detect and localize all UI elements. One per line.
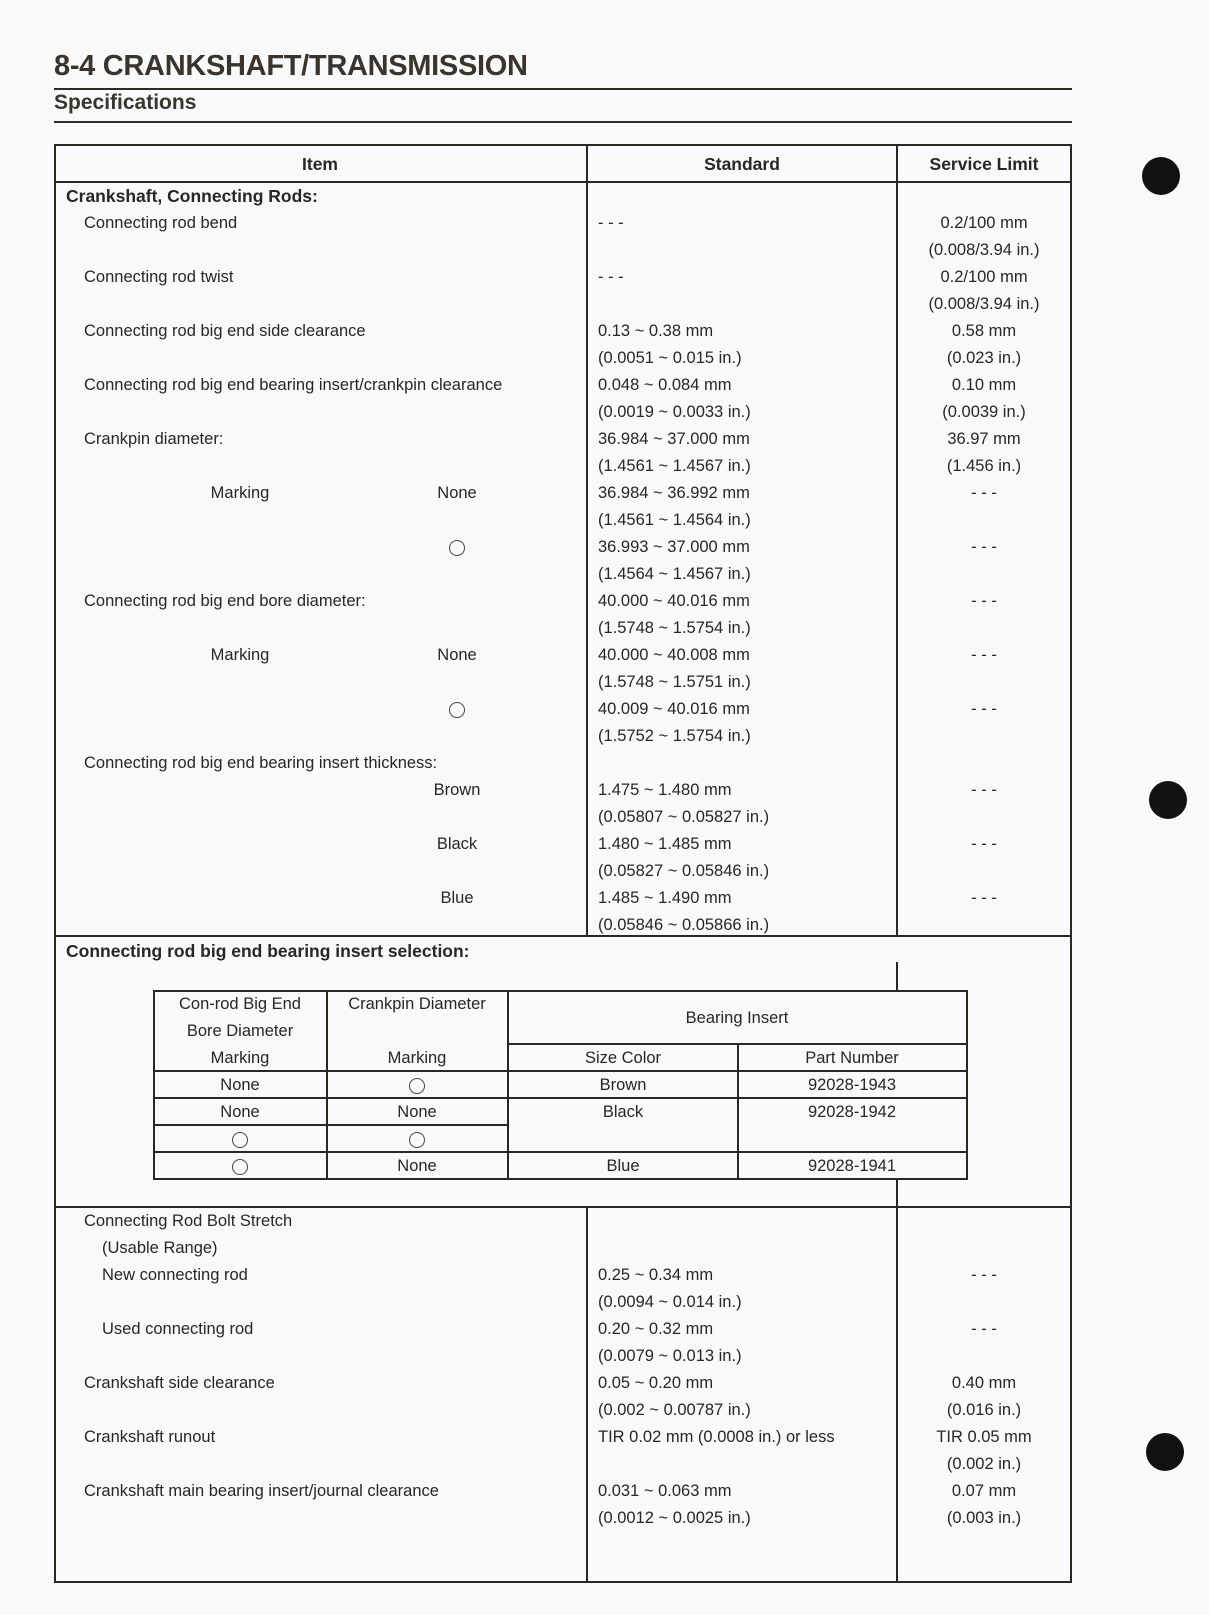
spec-standard-inch: (1.4561 ~ 1.4567 in.) <box>598 457 751 475</box>
selection-size-color: Blue <box>606 1157 640 1175</box>
selection-header-crankpin: Marking <box>387 1049 447 1067</box>
column-header-service-limit: Service Limit <box>929 154 1039 174</box>
spec-standard-inch: (0.0094 ~ 0.014 in.) <box>598 1293 742 1311</box>
spec-limit: - - - <box>971 484 997 502</box>
column-divider <box>586 1206 588 1582</box>
spec-limit: 0.2/100 mm <box>940 214 1028 232</box>
circle-marking-icon <box>449 540 465 556</box>
spec-standard: 40.000 ~ 40.008 mm <box>598 646 750 664</box>
circle-marking-icon <box>449 702 465 718</box>
selection-header-bore: Bore Diameter <box>186 1022 294 1040</box>
spec-standard-inch: (1.5748 ~ 1.5754 in.) <box>598 619 751 637</box>
table-border-left <box>54 144 56 1583</box>
selection-header-bearing-insert: Bearing Insert <box>685 1009 789 1027</box>
section-heading: Crankshaft, Connecting Rods: <box>66 186 318 206</box>
table-border-bottom <box>54 1581 1072 1583</box>
spec-limit: 0.58 mm <box>951 322 1017 340</box>
selection-header-bore: Marking <box>210 1049 270 1067</box>
spec-limit: - - - <box>971 1266 997 1284</box>
circle-marking-icon <box>409 1078 425 1094</box>
spec-limit-inch: (0.003 in.) <box>946 1509 1022 1527</box>
spec-standard: 1.475 ~ 1.480 mm <box>598 781 732 799</box>
circle-marking-icon <box>409 1132 425 1148</box>
spec-item: Crankshaft side clearance <box>84 1374 275 1392</box>
grid-line <box>153 1151 968 1153</box>
spec-limit: - - - <box>971 781 997 799</box>
spec-item: Connecting rod bend <box>84 214 238 232</box>
spec-limit: 0.2/100 mm <box>940 268 1028 286</box>
spec-limit-inch: (0.008/3.94 in.) <box>928 295 1040 313</box>
spec-item: Crankshaft runout <box>84 1428 216 1446</box>
grid-line <box>153 1070 968 1072</box>
marking-value: None <box>437 646 477 664</box>
grid-line <box>153 990 968 992</box>
marking-value: None <box>437 484 477 502</box>
selection-header-part-number: Part Number <box>805 1049 899 1067</box>
table-border-right <box>1070 144 1072 1583</box>
grid-line <box>153 1178 968 1180</box>
subtitle-rule <box>54 121 1072 123</box>
selection-crankpin-marking: None <box>397 1103 437 1121</box>
column-divider <box>586 144 588 936</box>
spec-standard-inch: (0.0079 ~ 0.013 in.) <box>598 1347 742 1365</box>
selection-size-color: Black <box>602 1103 644 1121</box>
spec-standard: 0.05 ~ 0.20 mm <box>598 1374 714 1392</box>
spec-item: Used connecting rod <box>102 1320 254 1338</box>
header-divider <box>54 181 1072 183</box>
spec-standard-inch: (1.5748 ~ 1.5751 in.) <box>598 673 751 691</box>
spec-limit-inch: (0.023 in.) <box>946 349 1022 367</box>
spec-limit-inch: (1.456 in.) <box>946 457 1022 475</box>
spec-item: Connecting Rod Bolt Stretch <box>84 1212 293 1230</box>
spec-item: New connecting rod <box>102 1266 248 1284</box>
spec-limit-inch: (0.016 in.) <box>946 1401 1022 1419</box>
spec-limit-inch: (0.0039 in.) <box>942 403 1026 421</box>
section-divider <box>54 935 1072 937</box>
column-divider <box>896 1206 898 1582</box>
spec-standard: 0.13 ~ 0.38 mm <box>598 322 714 340</box>
selection-header-size-color: Size Color <box>584 1049 662 1067</box>
spec-limit: 0.40 mm <box>951 1374 1017 1392</box>
selection-part-number: 92028-1943 <box>807 1076 897 1094</box>
grid-line <box>966 990 968 1179</box>
section-subtitle: Specifications <box>54 91 197 114</box>
spec-standard: 36.984 ~ 36.992 mm <box>598 484 750 502</box>
spec-standard-inch: (0.05827 ~ 0.05846 in.) <box>598 862 770 880</box>
spec-standard: 0.031 ~ 0.063 mm <box>598 1482 732 1500</box>
spec-standard: 0.25 ~ 0.34 mm <box>598 1266 714 1284</box>
spec-standard: 40.009 ~ 40.016 mm <box>598 700 750 718</box>
grid-line <box>153 990 155 1179</box>
spec-standard: 0.20 ~ 0.32 mm <box>598 1320 714 1338</box>
spec-standard: 1.480 ~ 1.485 mm <box>598 835 732 853</box>
circle-marking-icon <box>232 1159 248 1175</box>
spec-limit: 36.97 mm <box>947 430 1021 448</box>
column-header-standard: Standard <box>704 154 780 174</box>
selection-bore-marking: None <box>220 1076 260 1094</box>
spec-standard: 1.485 ~ 1.490 mm <box>598 889 732 907</box>
selection-part-number: 92028-1941 <box>807 1157 897 1175</box>
spec-standard-inch: (0.0019 ~ 0.0033 in.) <box>598 403 751 421</box>
spec-standard: TIR 0.02 mm (0.0008 in.) or less <box>598 1428 835 1446</box>
column-divider <box>896 144 898 936</box>
column-header-item: Item <box>302 154 338 174</box>
spec-standard-inch: (0.0051 ~ 0.015 in.) <box>598 349 742 367</box>
spec-standard: 40.000 ~ 40.016 mm <box>598 592 750 610</box>
spec-item: Crankpin diameter: <box>84 430 224 448</box>
spec-standard-inch: (1.4561 ~ 1.4564 in.) <box>598 511 751 529</box>
column-divider-stub <box>896 962 898 990</box>
table-border-top <box>54 144 1072 146</box>
punch-hole-icon <box>1142 157 1180 195</box>
insert-color: Black <box>436 835 478 853</box>
spec-standard-inch: (0.05807 ~ 0.05827 in.) <box>598 808 770 826</box>
spec-standard-inch: (0.002 ~ 0.00787 in.) <box>598 1401 751 1419</box>
spec-item: Connecting rod big end bearing insert thickness: <box>84 754 438 772</box>
spec-standard-inch: (1.4564 ~ 1.4567 in.) <box>598 565 751 583</box>
selection-size-color: Brown <box>599 1076 647 1094</box>
spec-limit: 0.10 mm <box>951 376 1017 394</box>
punch-hole-icon <box>1146 1433 1184 1471</box>
marking-label: Marking <box>210 484 270 502</box>
selection-part-number: 92028-1942 <box>807 1103 897 1121</box>
spec-limit-inch: (0.008/3.94 in.) <box>928 241 1040 259</box>
selection-header-crankpin: Crankpin Diameter <box>348 995 486 1013</box>
circle-marking-icon <box>232 1132 248 1148</box>
spec-standard: - - - <box>598 214 624 232</box>
spec-limit: - - - <box>971 889 997 907</box>
spec-standard: 36.993 ~ 37.000 mm <box>598 538 750 556</box>
grid-line <box>153 1124 508 1126</box>
spec-limit: - - - <box>971 700 997 718</box>
spec-item: Connecting rod big end bore diameter: <box>84 592 366 610</box>
grid-line <box>326 990 328 1179</box>
spec-standard-inch: (0.05846 ~ 0.05866 in.) <box>598 916 770 934</box>
grid-line <box>737 1043 739 1179</box>
insert-color: Blue <box>440 889 474 907</box>
spec-limit: 0.07 mm <box>951 1482 1017 1500</box>
grid-line <box>153 1097 968 1099</box>
page-title: 8-4 CRANKSHAFT/TRANSMISSION <box>54 50 528 82</box>
column-divider-stub <box>896 1178 898 1206</box>
selection-bore-marking: None <box>220 1103 260 1121</box>
marking-label: Marking <box>210 646 270 664</box>
grid-line <box>507 990 509 1179</box>
spec-standard-inch: (1.5752 ~ 1.5754 in.) <box>598 727 751 745</box>
section-heading: Connecting rod big end bearing insert selection: <box>66 941 470 961</box>
spec-limit: - - - <box>971 592 997 610</box>
selection-header-bore: Con-rod Big End <box>179 995 301 1013</box>
spec-limit: TIR 0.05 mm <box>936 1428 1032 1446</box>
punch-hole-icon <box>1149 781 1187 819</box>
spec-item: Connecting rod big end side clearance <box>84 322 366 340</box>
spec-standard-inch: (0.0012 ~ 0.0025 in.) <box>598 1509 751 1527</box>
spec-standard: - - - <box>598 268 624 286</box>
spec-limit: - - - <box>971 646 997 664</box>
spec-item: Connecting rod twist <box>84 268 234 286</box>
spec-limit: - - - <box>971 1320 997 1338</box>
spec-item: Connecting rod big end bearing insert/crankpin clearance <box>84 376 503 394</box>
spec-standard: 0.048 ~ 0.084 mm <box>598 376 732 394</box>
spec-item: Crankshaft main bearing insert/journal clearance <box>84 1482 439 1500</box>
selection-crankpin-marking: None <box>397 1157 437 1175</box>
spec-item-note: (Usable Range) <box>102 1239 218 1257</box>
section-divider <box>54 1206 1072 1208</box>
spec-limit: - - - <box>971 835 997 853</box>
spec-limit: - - - <box>971 538 997 556</box>
insert-color: Brown <box>433 781 481 799</box>
spec-limit-inch: (0.002 in.) <box>946 1455 1022 1473</box>
spec-standard: 36.984 ~ 37.000 mm <box>598 430 750 448</box>
title-rule <box>54 88 1072 90</box>
